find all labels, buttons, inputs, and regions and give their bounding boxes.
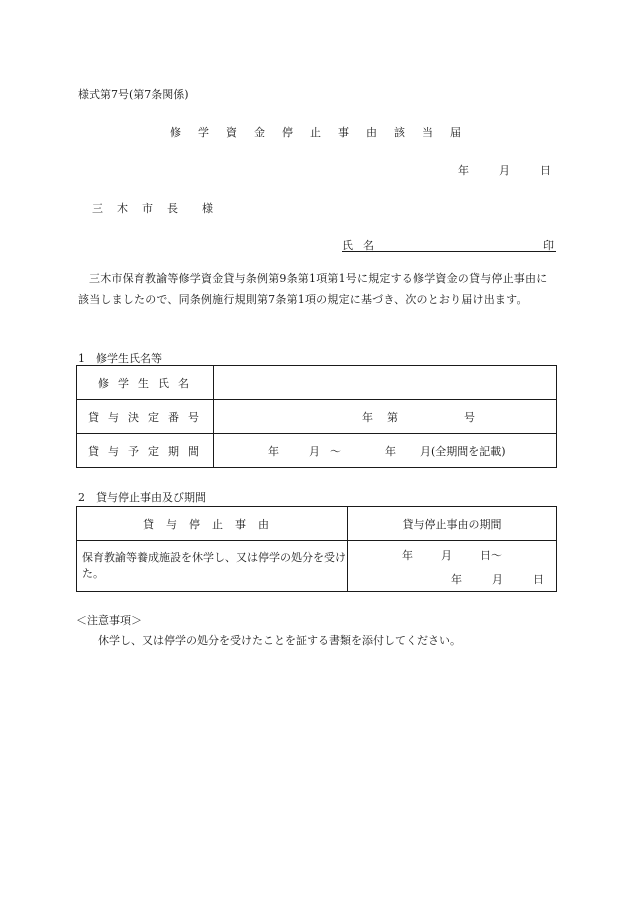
student-name-label: 修学生氏名 xyxy=(77,366,214,400)
section2-heading: 2 貸与停止事由及び期間 xyxy=(78,491,206,504)
period-tilde: ～ xyxy=(330,444,341,458)
suspension-reason-table xyxy=(76,506,557,592)
name-label: 氏名 xyxy=(342,239,384,252)
suspension-year-end: 年 xyxy=(451,573,462,586)
addressee xyxy=(92,200,213,216)
document-title: 修学資金停止事由該当届 xyxy=(170,126,478,139)
date-year: 年 xyxy=(458,164,469,177)
form-number: 様式第7号(第7条関係) xyxy=(78,88,189,101)
applicant-name-line xyxy=(342,237,556,252)
decision-number-value xyxy=(214,400,557,434)
date-month: 月 xyxy=(499,164,510,177)
suspension-month-start: 月 xyxy=(441,549,452,562)
period-year-end: 年 xyxy=(385,444,396,458)
notes-text: 休学し、又は停学の処分を受けたことを証する書類を添付してください。 xyxy=(98,634,461,647)
section1-heading: 1 修学生氏名等 xyxy=(78,352,162,365)
planned-period-value xyxy=(214,434,557,468)
date-line xyxy=(458,162,551,178)
suspension-day-start: 日～ xyxy=(480,549,502,562)
table-row xyxy=(77,366,557,400)
table-row xyxy=(77,541,557,592)
table-row xyxy=(77,434,557,468)
suspension-day-end: 日 xyxy=(533,573,544,586)
period-header: 貸与停止事由の期間 xyxy=(348,507,557,541)
decision-no-label: 第 xyxy=(387,410,398,424)
student-name-value xyxy=(214,366,557,400)
period-month-start: 月 xyxy=(309,444,320,458)
decision-no-suffix: 号 xyxy=(464,410,475,424)
suspension-month-end: 月 xyxy=(492,573,503,586)
addressee-honorific: 様 xyxy=(202,202,213,215)
period-end xyxy=(451,571,544,587)
period-start xyxy=(402,547,502,563)
reason-header: 貸与停止事由 xyxy=(77,507,348,541)
reason-text: 保育教諭等養成施設を休学し、又は停学の処分を受けた。 xyxy=(77,541,348,592)
table-row xyxy=(77,507,557,541)
body-paragraph: 三木市保育教諭等修学資金貸与条例第9条第1項第1号に規定する修学資金の貸与停止事由に該当しましたので、同条例施行規則第7条第1項の規定に基づき、次のとおり届け出ます。 xyxy=(78,272,548,306)
date-day: 日 xyxy=(540,164,551,177)
suspension-period xyxy=(348,541,557,592)
suspension-year-start: 年 xyxy=(402,549,413,562)
period-month-end: 月(全期間を記載) xyxy=(420,444,506,458)
period-year-start: 年 xyxy=(268,444,279,458)
student-info-table xyxy=(76,365,557,468)
decision-year: 年 xyxy=(362,410,373,424)
seal-mark: 印 xyxy=(543,239,554,252)
addressee-mayor: 三木市長 xyxy=(92,202,192,215)
notes-title: ＜注意事項＞ xyxy=(76,614,142,627)
decision-number-label: 貸与決定番号 xyxy=(77,400,214,434)
table-row xyxy=(77,400,557,434)
planned-period-label: 貸与予定期間 xyxy=(77,434,214,468)
